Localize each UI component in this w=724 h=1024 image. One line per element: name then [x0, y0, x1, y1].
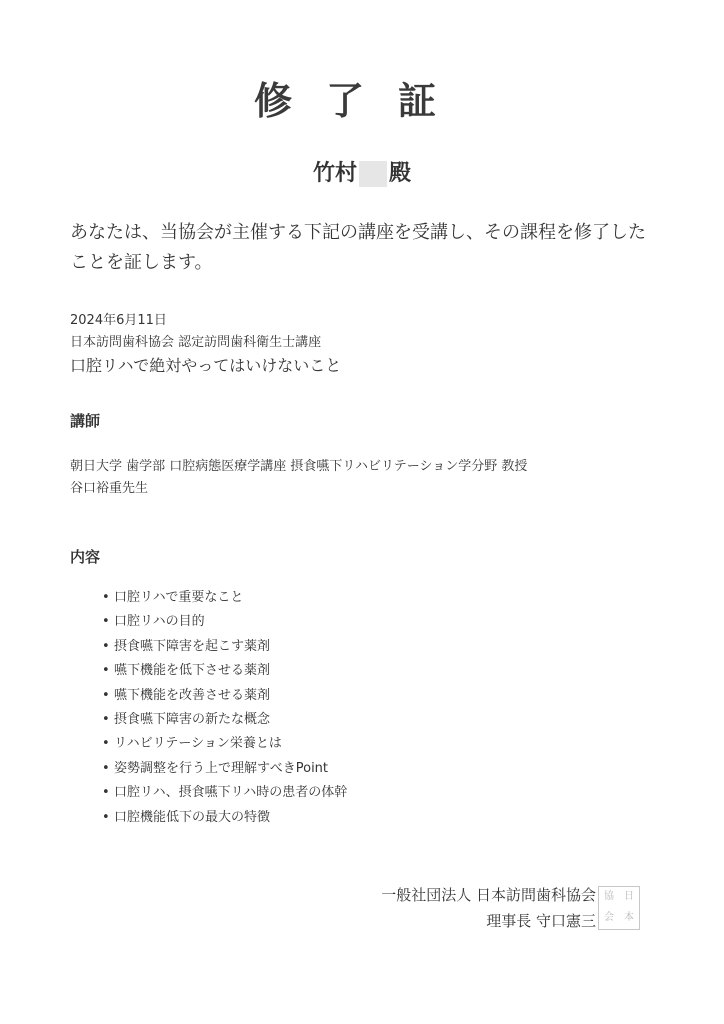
bullet-icon: •	[102, 638, 110, 654]
bullet-icon: •	[102, 736, 110, 752]
redacted-name-block	[359, 161, 387, 187]
recipient-honorific: 殿	[389, 161, 412, 186]
bullet-icon: •	[102, 809, 110, 825]
lecturer-name: 谷口裕重先生	[70, 481, 149, 496]
topic-list	[102, 586, 347, 830]
course-date: 2024年6月11日	[70, 313, 167, 328]
bullet-icon: •	[102, 760, 110, 776]
certificate-title: 修了証	[253, 78, 470, 123]
course-title: 口腔リハで絶対やってはいけないこと	[70, 356, 342, 375]
bullet-icon: •	[102, 711, 110, 727]
certification-statement: あなたは、当協会が主催する下記の講座を受講し、その課程を修了したことを証します。	[70, 222, 646, 273]
list-item: • 姿勢調整を行う上で理解すべきPoint	[102, 757, 347, 781]
list-item: • 口腔リハの目的	[102, 610, 347, 634]
list-item: • リハビリテーション栄養とは	[102, 732, 347, 756]
list-item: • 嚥下機能を改善させる薬剤	[102, 684, 347, 708]
issuer-block	[381, 882, 596, 934]
issuer-organization: 一般社団法人 日本訪問歯科協会	[381, 886, 596, 904]
issuer-representative: 理事長 守口憲三	[486, 912, 596, 930]
official-seal-stamp: 協 日 会 本	[598, 886, 640, 930]
lecturer-info	[70, 456, 670, 500]
content-heading: 内容	[70, 548, 101, 566]
bullet-icon: •	[102, 590, 110, 605]
lecturer-heading: 講師	[70, 412, 101, 430]
list-item: • 摂食嚥下障害の新たな概念	[102, 708, 347, 732]
course-details	[70, 310, 670, 378]
bullet-icon: •	[102, 614, 110, 630]
lecturer-affiliation: 朝日大学 歯学部 口腔病態医療学講座 摂食嚥下リハビリテーション学分野 教授	[70, 459, 528, 474]
list-item: • 口腔機能低下の最大の特徴	[102, 806, 347, 830]
recipient-line	[0, 156, 724, 187]
bullet-icon: •	[102, 687, 110, 703]
bullet-icon: •	[102, 663, 110, 679]
list-item: • 口腔リハ、摂食嚥下リハ時の患者の体幹	[102, 781, 347, 805]
list-item: • 摂食嚥下障害を起こす薬剤	[102, 635, 347, 659]
list-item: • 口腔リハで重要なこと	[102, 586, 347, 610]
recipient-name: 竹村	[312, 161, 357, 186]
list-item: • 嚥下機能を低下させる薬剤	[102, 659, 347, 683]
bullet-icon: •	[102, 785, 110, 801]
program-name: 日本訪問歯科協会 認定訪問歯科衛生士講座	[70, 335, 322, 350]
